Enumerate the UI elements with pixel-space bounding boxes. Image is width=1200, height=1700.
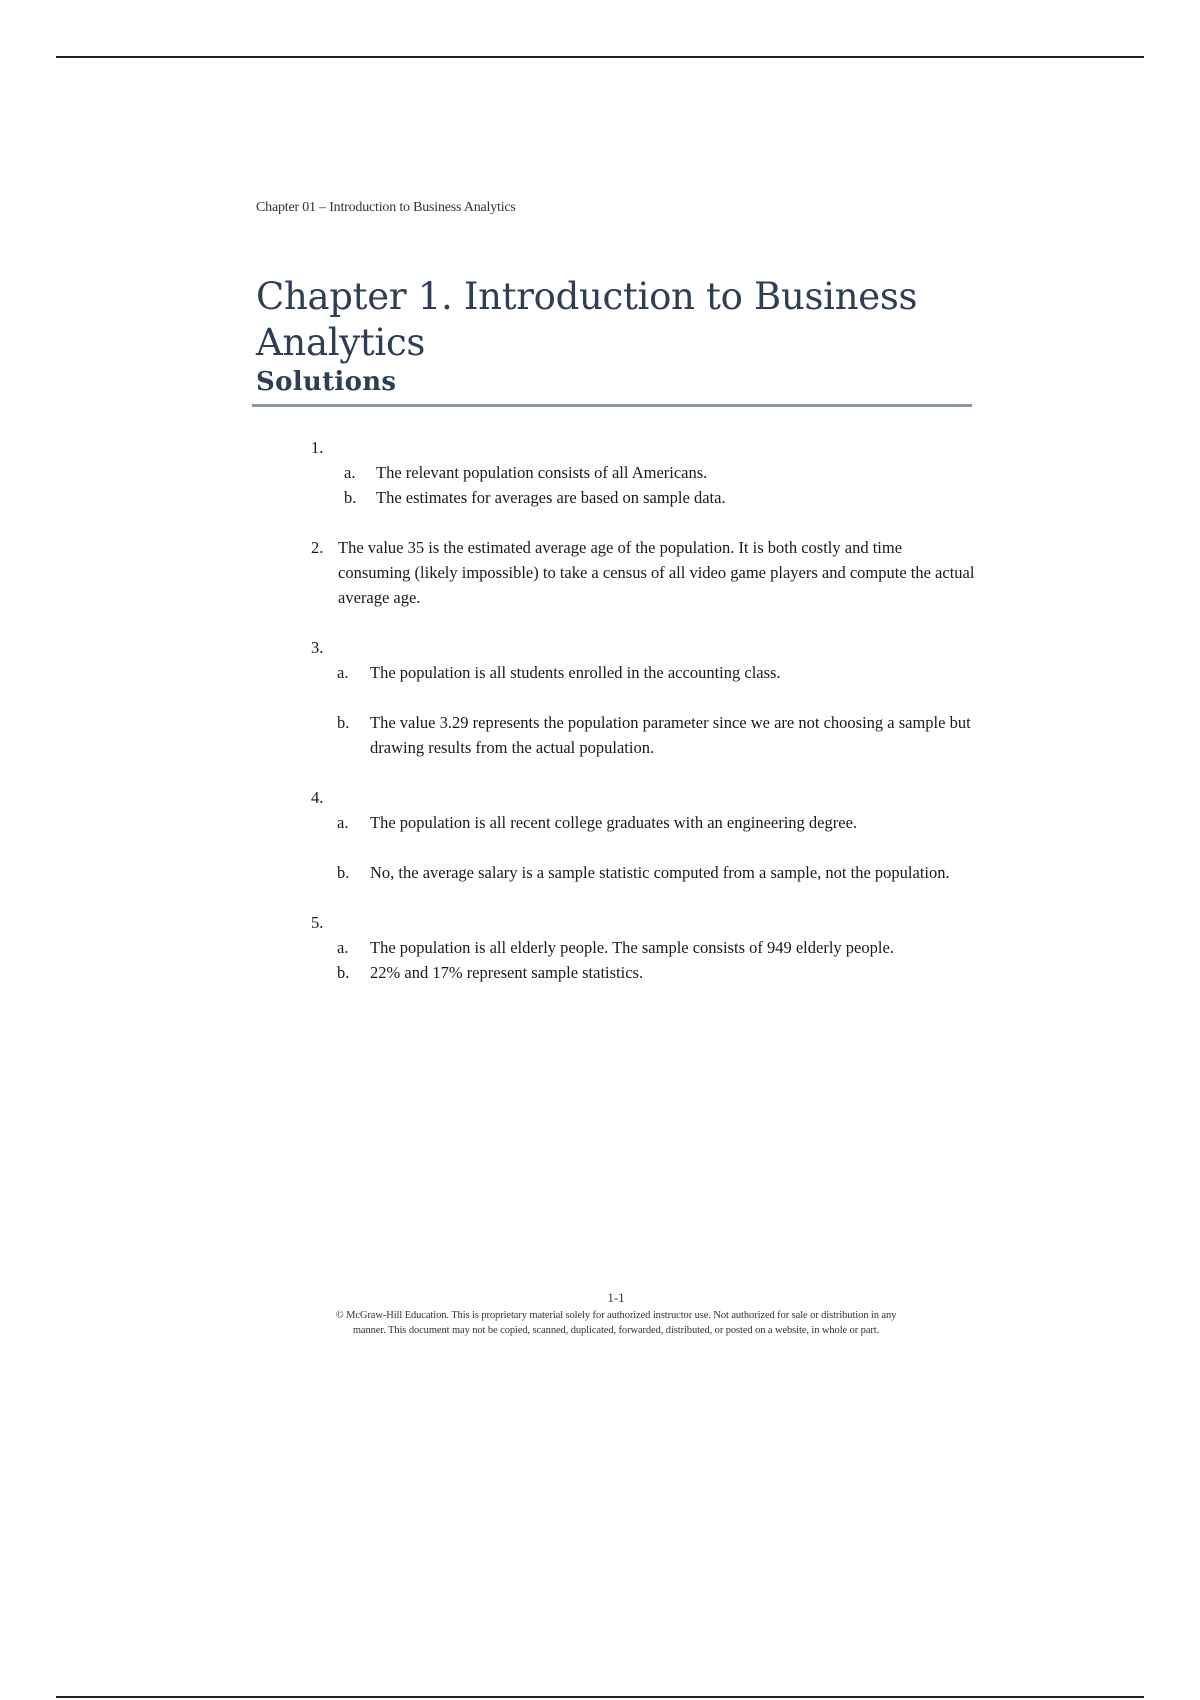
bottom-border-rule: [56, 1696, 1144, 1698]
chapter-title: Chapter 1. Introduction to Business Analytics: [256, 275, 918, 364]
part-letter: b.: [337, 963, 350, 982]
solution-part: [311, 460, 976, 485]
solution-item-1: [256, 435, 976, 510]
solution-parts: [311, 660, 976, 760]
solution-part: [311, 660, 976, 685]
solution-item-2: [256, 535, 976, 610]
solution-number: 3.: [311, 638, 324, 657]
part-text: The relevant population consists of all Americans.: [376, 463, 708, 482]
title-divider: [252, 404, 972, 407]
solution-part: [311, 810, 976, 835]
solution-part: [311, 710, 976, 760]
copyright-line: © McGraw-Hill Education. This is proprietary material solely for authorized instructor use. Not authorized for sale or distribution in any: [335, 1310, 897, 1321]
part-text: The population is all recent college graduates with an engineering degree.: [370, 813, 858, 832]
solution-part: [311, 485, 976, 510]
solution-item-4: [256, 785, 976, 885]
solution-part: [311, 860, 976, 885]
part-letter: b.: [337, 713, 350, 732]
solution-number: 4.: [311, 788, 324, 807]
part-letter: a.: [344, 463, 356, 482]
solution-number: 5.: [311, 913, 324, 932]
solution-part: [311, 960, 976, 985]
solution-item-3: [256, 635, 976, 760]
solution-part: [311, 935, 976, 960]
part-letter: a.: [337, 813, 349, 832]
solution-number: 1.: [311, 438, 324, 457]
part-letter: b.: [337, 863, 350, 882]
solution-stem: [311, 635, 976, 660]
solution-number: 2.: [311, 538, 324, 557]
part-text: The population is all students enrolled in the accounting class.: [370, 663, 781, 682]
chapter-subtitle: Solutions: [256, 367, 397, 397]
copyright-line: manner. This document may not be copied, scanned, duplicated, forwarded, distributed, or posted on a website, in whole or part.: [352, 1325, 880, 1336]
part-letter: a.: [337, 663, 349, 682]
solution-stem: [311, 785, 976, 810]
solution-stem: The value 35 is the estimated average age of the population. It is both costly and time consuming (likely impossible) to take a census of all video game players and compute the actual average age.: [338, 538, 975, 607]
solution-stem: [311, 910, 976, 935]
page-footer: [256, 1290, 976, 1338]
document-page: [256, 200, 976, 1010]
running-header: Chapter 01 – Introduction to Business Analytics: [256, 200, 516, 215]
part-text: No, the average salary is a sample statistic computed from a sample, not the population.: [370, 863, 950, 882]
top-border-rule: [56, 56, 1144, 58]
part-letter: a.: [337, 938, 349, 957]
solutions-list: [256, 435, 976, 985]
solution-parts: [311, 810, 976, 885]
part-letter: b.: [344, 488, 357, 507]
solution-stem: [311, 435, 976, 460]
page-number: 1-1: [607, 1290, 625, 1305]
solution-parts: [311, 460, 976, 510]
solution-parts: [311, 935, 976, 985]
part-text: The population is all elderly people. The sample consists of 949 elderly people.: [370, 938, 894, 957]
part-text: The value 3.29 represents the population parameter since we are not choosing a sample but drawing results from the actual population.: [370, 713, 971, 757]
copyright-notice: [256, 1308, 976, 1338]
part-text: The estimates for averages are based on sample data.: [376, 488, 726, 507]
solution-item-5: [256, 910, 976, 985]
part-text: 22% and 17% represent sample statistics.: [370, 963, 644, 982]
